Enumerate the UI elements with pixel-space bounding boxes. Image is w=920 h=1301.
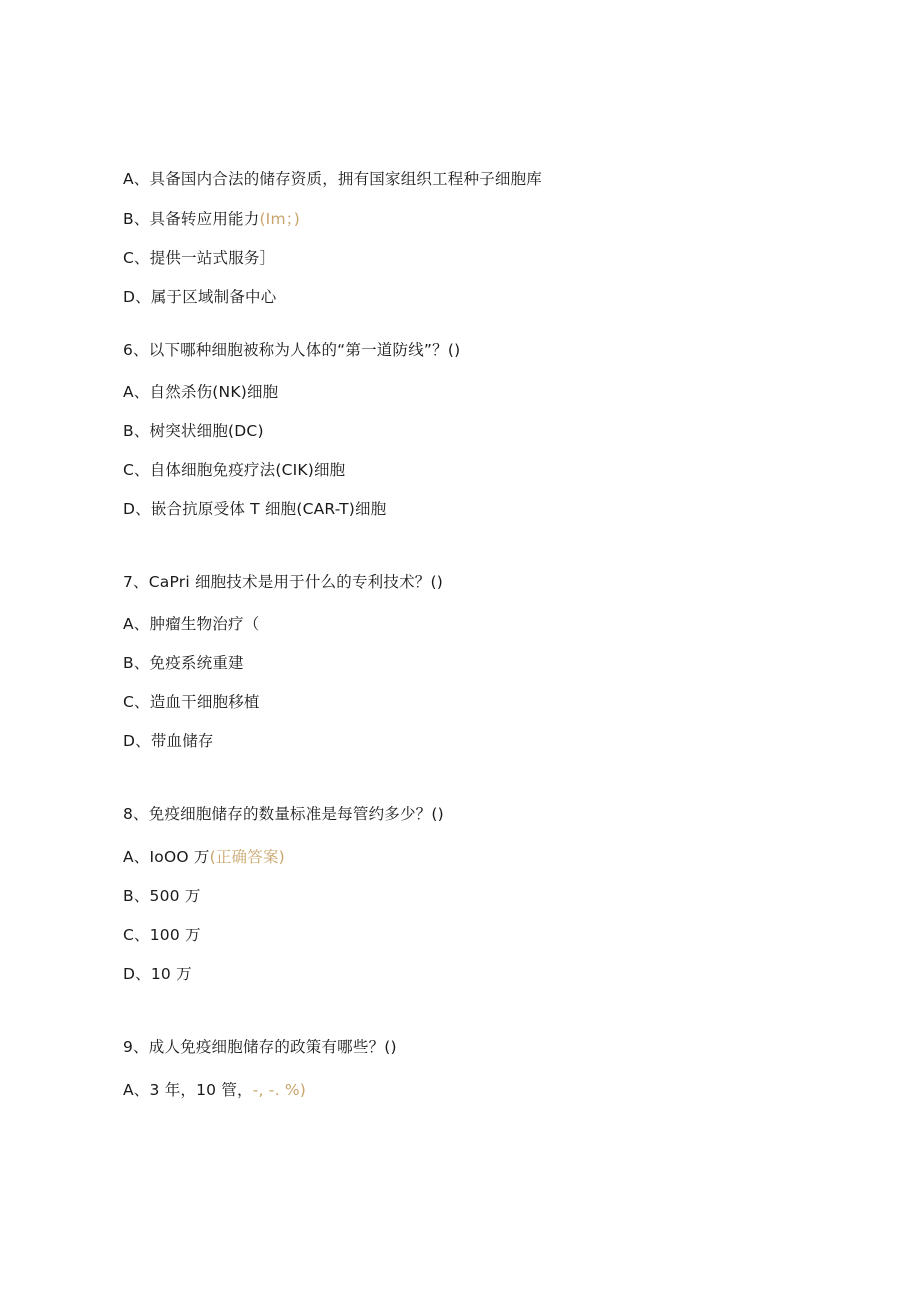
q7-option-c <box>123 692 260 712</box>
q5-option-a <box>123 169 542 189</box>
q8-option-a <box>123 847 285 867</box>
q6-option-d <box>123 499 386 519</box>
q7-option-d-text: D、带血储存 <box>123 732 214 750</box>
q6-question: 6、以下哪种细胞被称为人体的“第一道防线”？() <box>123 341 461 359</box>
q7-option-c-text: C、造血干细胞移植 <box>123 693 260 711</box>
q5-option-c-text: C、提供一站式服务］ <box>123 249 276 267</box>
q6-option-c <box>123 460 345 480</box>
q7-option-d <box>123 731 214 751</box>
q5-option-b-text: B、具备转应用能力 <box>123 210 260 228</box>
q8-option-c-text: C、100 万 <box>123 926 201 944</box>
q8-option-c <box>123 925 201 945</box>
q5-option-a-text: A、具备国内合法的储存资质，拥有国家组织工程种子细胞库 <box>123 170 543 188</box>
q8-option-d-text: D、10 万 <box>123 965 192 983</box>
q9-option-a-text: A、3 年，10 管， <box>123 1081 253 1099</box>
q6-option-b <box>123 421 264 441</box>
q5-option-b <box>123 209 300 229</box>
q8-question: 8、免疫细胞储存的数量标准是每管约多少？() <box>123 805 444 823</box>
q9-option-a-annotation: -, -. %) <box>252 1081 307 1099</box>
q7-option-a-text: A、肿瘤生物治疗（ <box>123 615 260 633</box>
q7-option-a <box>123 614 259 634</box>
q7-question: 7、CaPri 细胞技术是用于什么的专利技术？() <box>123 573 443 591</box>
q9-option-a <box>123 1080 306 1100</box>
q5-option-d <box>123 287 276 307</box>
q6-option-a <box>123 382 278 402</box>
q5-option-d-text: D、属于区域制备中心 <box>123 288 277 306</box>
q8-option-a-annotation: (正确答案) <box>209 848 285 866</box>
q7-option-b-text: B、免疫系统重建 <box>123 654 244 672</box>
q8-option-b-text: B、500 万 <box>123 887 201 905</box>
q6-option-b-text: B、树突状细胞(DC) <box>123 422 264 440</box>
q8-option-d <box>123 964 192 984</box>
q6-option-a-text: A、自然杀伤(NK)细胞 <box>123 383 279 401</box>
q8-option-b <box>123 886 201 906</box>
q8-option-a-text: A、IoOO 万 <box>123 848 210 866</box>
q5-option-c <box>123 248 275 268</box>
q7-option-b <box>123 653 244 673</box>
q9-question: 9、成人免疫细胞储存的政策有哪些？() <box>123 1038 397 1056</box>
q6-option-c-text: C、自体细胞免疫疗法(CIK)细胞 <box>123 461 346 479</box>
q5-option-b-annotation: (Im；) <box>259 210 300 228</box>
q6-option-d-text: D、嵌合抗原受体 T 细胞(CAR-T)细胞 <box>123 500 387 518</box>
